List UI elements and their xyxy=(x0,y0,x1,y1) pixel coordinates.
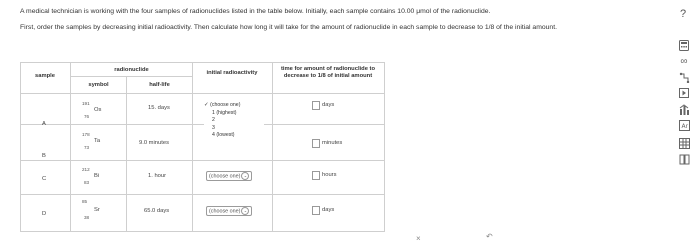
time-input-d[interactable] xyxy=(312,206,320,215)
sample-label: A xyxy=(42,121,46,127)
play-icon[interactable] xyxy=(678,88,690,100)
question-text xyxy=(20,7,660,38)
chemistry-icon[interactable] xyxy=(678,72,690,84)
table-divider xyxy=(272,62,273,232)
undo-icon[interactable]: ↶ xyxy=(486,232,493,241)
atomic-number: 83 xyxy=(84,180,90,185)
table-divider xyxy=(20,160,385,161)
atomic-number: 38 xyxy=(84,215,90,220)
sample-label: B xyxy=(42,153,46,159)
half-life-value: 9.0 minutes xyxy=(139,140,169,146)
table-border xyxy=(384,62,385,232)
question-instructions: First, order the samples by decreasing initial radioactivity. Then calculate how long it will take for the amount of radionuclide in each sample to decrease to 1/8 of the initial amount. xyxy=(20,23,557,31)
header-radionuclide: radionuclide xyxy=(114,67,149,73)
sample-label: C xyxy=(42,176,47,182)
element-symbol: Os xyxy=(94,107,102,113)
sample-label: D xyxy=(42,211,47,217)
periodic-table-icon[interactable] xyxy=(678,120,690,132)
header-half-life: half-life xyxy=(149,82,170,88)
chevron-down-icon: ⌄ xyxy=(241,207,249,215)
header-symbol: symbol xyxy=(88,82,109,88)
unit-label: hours xyxy=(322,172,337,178)
calculator-icon[interactable] xyxy=(678,40,690,52)
element-symbol: Bi xyxy=(94,173,100,179)
half-life-value: 15. days xyxy=(148,105,170,111)
dropdown-option[interactable]: 2 xyxy=(212,117,215,124)
table-divider xyxy=(192,62,193,232)
check-mark-icon: ✓ xyxy=(204,102,209,108)
dropdown-option[interactable]: ✓ (choose one) xyxy=(204,102,241,108)
table-border xyxy=(20,62,21,232)
table-divider xyxy=(20,93,385,94)
x-mark-icon[interactable]: × xyxy=(416,234,421,243)
mass-number: 191 xyxy=(82,101,90,106)
time-input-c[interactable] xyxy=(312,171,320,180)
unit-label: minutes xyxy=(322,140,343,146)
header-time-amount: time for amount of radionuclide to decrease to 1/8 of initial amount xyxy=(280,66,376,79)
table-border xyxy=(20,62,385,63)
element-symbol: Ta xyxy=(94,138,101,144)
half-life-value: 1. hour xyxy=(148,173,167,179)
atomic-number: 73 xyxy=(84,145,90,150)
initial-radioactivity-dropdown-open[interactable] xyxy=(204,102,264,140)
chevron-down-icon: ⌄ xyxy=(241,172,249,180)
header-sample: sample xyxy=(35,73,55,79)
unit-label: days xyxy=(322,207,335,213)
question-intro: A medical technician is working with the four samples of radionuclides listed in the table below. Initially, each sample contains 10.00 μmol of the radionuclide. xyxy=(20,8,491,15)
time-input-a[interactable] xyxy=(312,101,320,110)
half-life-value: 65.0 days xyxy=(144,208,170,214)
element-symbol: Sr xyxy=(94,207,100,213)
unit-label: days xyxy=(322,102,335,108)
mass-number: 212 xyxy=(82,167,90,172)
table-border xyxy=(20,231,385,232)
header-initial-radioactivity: initial radioactivity xyxy=(206,70,258,76)
table-divider xyxy=(126,76,127,232)
grid-icon[interactable] xyxy=(678,138,690,150)
table-divider xyxy=(20,124,385,125)
table-divider xyxy=(20,194,385,195)
dropdown-option[interactable]: 4 (lowest) xyxy=(212,132,235,139)
book-icon[interactable] xyxy=(678,154,690,166)
mass-number: 178 xyxy=(82,132,90,137)
help-icon[interactable]: ? xyxy=(680,8,687,20)
mass-number: 85 xyxy=(82,199,88,204)
chart-icon[interactable] xyxy=(678,104,690,116)
initial-radioactivity-select-d[interactable]: (choose one) ⌄ xyxy=(206,206,252,216)
infinity-icon[interactable]: ∞ xyxy=(680,56,688,67)
dropdown-option[interactable]: 1 (highest) xyxy=(212,109,237,116)
table-divider xyxy=(70,76,192,77)
time-input-b[interactable] xyxy=(312,139,320,148)
initial-radioactivity-select-c[interactable]: (choose one) ⌄ xyxy=(206,171,252,181)
svg-text:Ar: Ar xyxy=(681,123,688,130)
atomic-number: 76 xyxy=(84,114,90,119)
dropdown-option[interactable]: 3 xyxy=(212,124,215,131)
